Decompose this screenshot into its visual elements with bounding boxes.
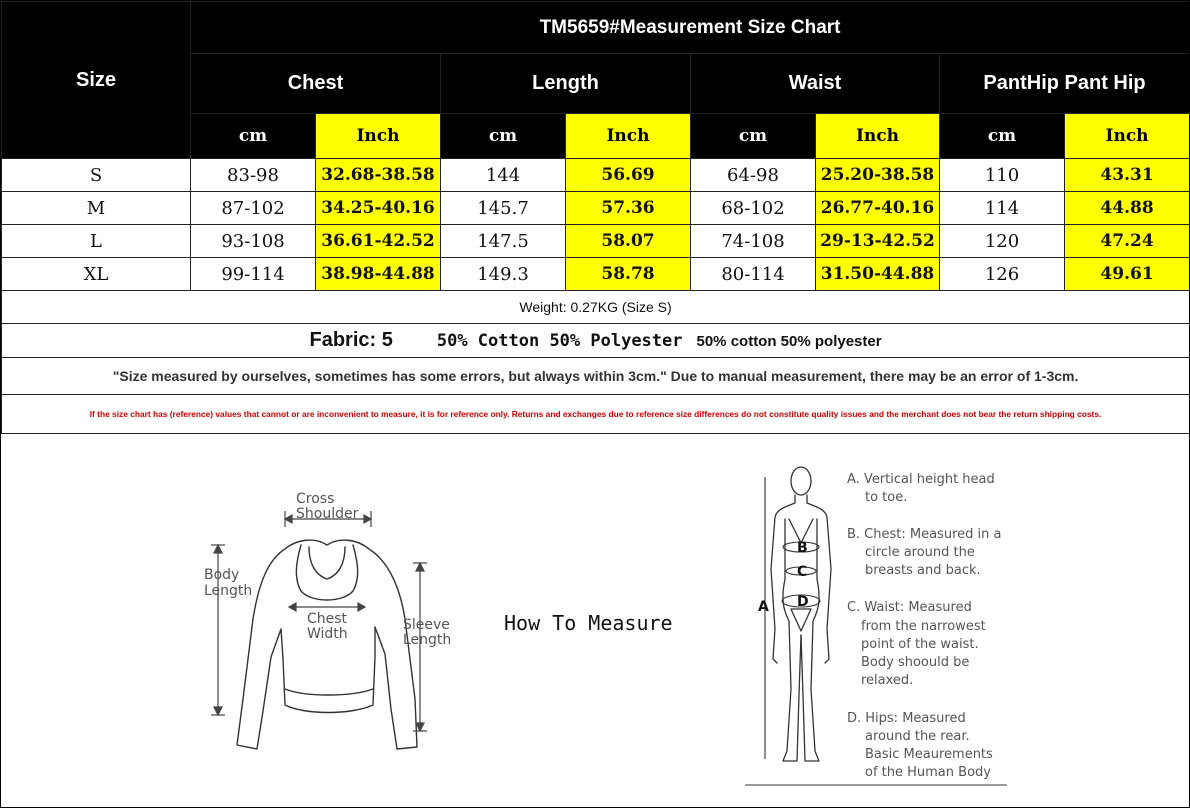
waist-cm-cell: 64-98	[691, 159, 816, 192]
garment-diagram	[197, 479, 467, 769]
hip-header: PantHip Pant Hip	[940, 54, 1190, 114]
waist-inch-cell: 29-13-42.52	[816, 225, 940, 258]
size-row-l	[2, 225, 1190, 258]
note-a-line1: A. Vertical height head	[847, 472, 995, 487]
hip-inch-header: Inch	[1065, 114, 1190, 159]
hip-inch-cell: 43.31	[1065, 159, 1190, 192]
hip-cm-header: cm	[940, 114, 1065, 159]
note-a-line2: to toe.	[865, 490, 908, 505]
waist-cm-header: cm	[691, 114, 816, 159]
how-to-measure-title: How To Measure	[504, 611, 673, 635]
sleeve-label-line1: Sleeve	[403, 617, 450, 633]
note-d-line4: of the Human Body	[865, 765, 991, 780]
body-length-label-line2: Length	[204, 583, 253, 599]
waist-inch-cell: 25.20-38.58	[816, 159, 940, 192]
note-b-line1: B. Chest: Measured in a	[847, 527, 1002, 542]
body-diagram	[741, 459, 1021, 789]
sleeve-length-label-line2: Length	[403, 632, 452, 648]
letter-c: C	[797, 564, 808, 580]
fabric-composition-alt: 50% cotton 50% polyester	[696, 333, 882, 350]
waist-cm-cell: 68-102	[691, 192, 816, 225]
size-cell: M	[2, 192, 191, 225]
chest-cm-header: cm	[191, 114, 316, 159]
waist-header: Waist	[691, 54, 940, 114]
error-note: "Size measured by ourselves, sometimes has some errors, but always within 3cm." Due to manual measurement, there may be an error of 1-3cm.	[2, 358, 1190, 395]
chest-inch-cell: 38.98-44.88	[316, 258, 441, 291]
hip-cm-cell: 126	[940, 258, 1065, 291]
chest-cm-cell: 83-98	[191, 159, 316, 192]
length-inch-cell: 57.36	[566, 192, 691, 225]
waist-cm-cell: 80-114	[691, 258, 816, 291]
letter-a: A	[758, 599, 769, 615]
chest-inch-header: Inch	[316, 114, 441, 159]
size-cell: L	[2, 225, 191, 258]
note-d-line1: D. Hips: Measured	[847, 711, 966, 726]
hip-inch-cell: 49.61	[1065, 258, 1190, 291]
chest-inch-cell: 36.61-42.52	[316, 225, 441, 258]
letter-b: B	[797, 540, 808, 556]
human-figure-icon	[771, 467, 831, 761]
chest-cm-cell: 99-114	[191, 258, 316, 291]
note-c-line5: relaxed.	[861, 673, 914, 688]
note-d-line3: Basic Meaurements	[865, 747, 993, 762]
shoulder-label-line2: Shoulder	[296, 506, 359, 522]
chest-width-label-line2: Width	[307, 626, 348, 642]
note-c-line2: from the narrowest	[861, 619, 986, 634]
waist-inch-cell: 26.77-40.16	[816, 192, 940, 225]
hip-cm-cell: 114	[940, 192, 1065, 225]
chest-cm-cell: 87-102	[191, 192, 316, 225]
length-inch-header: Inch	[566, 114, 691, 159]
length-cm-header: cm	[441, 114, 566, 159]
note-c-line3: point of the waist.	[861, 637, 979, 652]
chest-label-line1: Chest	[307, 611, 348, 627]
length-cm-cell: 144	[441, 159, 566, 192]
body-label-line1: Body	[204, 567, 240, 583]
note-b-line3: breasts and back.	[865, 563, 981, 578]
garment-outline-icon	[237, 540, 417, 749]
chart-title: TM5659#Measurement Size Chart	[191, 2, 1190, 54]
size-header: Size	[2, 2, 191, 159]
weight-note: Weight: 0.27KG (Size S)	[2, 291, 1190, 324]
chest-header: Chest	[191, 54, 441, 114]
waist-cm-cell: 74-108	[691, 225, 816, 258]
hip-inch-cell: 44.88	[1065, 192, 1190, 225]
letter-d: D	[797, 594, 809, 610]
waist-inch-cell: 31.50-44.88	[816, 258, 940, 291]
fabric-composition: 50% Cotton 50% Polyester	[436, 331, 683, 351]
fabric-row	[2, 324, 1190, 358]
length-cm-cell: 149.3	[441, 258, 566, 291]
hip-inch-cell: 47.24	[1065, 225, 1190, 258]
hip-cm-cell: 110	[940, 159, 1065, 192]
note-c-line1: C. Waist: Measured	[847, 600, 972, 615]
length-cm-cell: 145.7	[441, 192, 566, 225]
size-cell: S	[2, 159, 191, 192]
reference-note: If the size chart has (reference) values that cannot or are inconvenient to measure, it is for reference only. Returns and exchanges due to reference size differences do not constitute quality issues and the merchant does not bear the return shipping costs.	[2, 395, 1190, 434]
waist-inch-header: Inch	[816, 114, 940, 159]
length-header: Length	[441, 54, 691, 114]
size-row-s	[2, 159, 1190, 192]
fabric-label: Fabric: 5	[309, 329, 393, 351]
length-inch-cell: 56.69	[566, 159, 691, 192]
length-cm-cell: 147.5	[441, 225, 566, 258]
note-c-line4: Body shoould be	[861, 655, 970, 670]
chest-inch-cell: 34.25-40.16	[316, 192, 441, 225]
size-chart-table	[1, 1, 1190, 434]
note-d-line2: around the rear.	[865, 729, 970, 744]
length-inch-cell: 58.78	[566, 258, 691, 291]
chest-inch-cell: 32.68-38.58	[316, 159, 441, 192]
chest-cm-cell: 93-108	[191, 225, 316, 258]
size-cell: XL	[2, 258, 191, 291]
cross-label-line1: Cross	[296, 491, 335, 507]
hip-cm-cell: 120	[940, 225, 1065, 258]
size-row-m	[2, 192, 1190, 225]
how-to-measure-section	[1, 431, 1189, 807]
note-b-line2: circle around the	[865, 545, 975, 560]
length-inch-cell: 58.07	[566, 225, 691, 258]
size-row-xl	[2, 258, 1190, 291]
